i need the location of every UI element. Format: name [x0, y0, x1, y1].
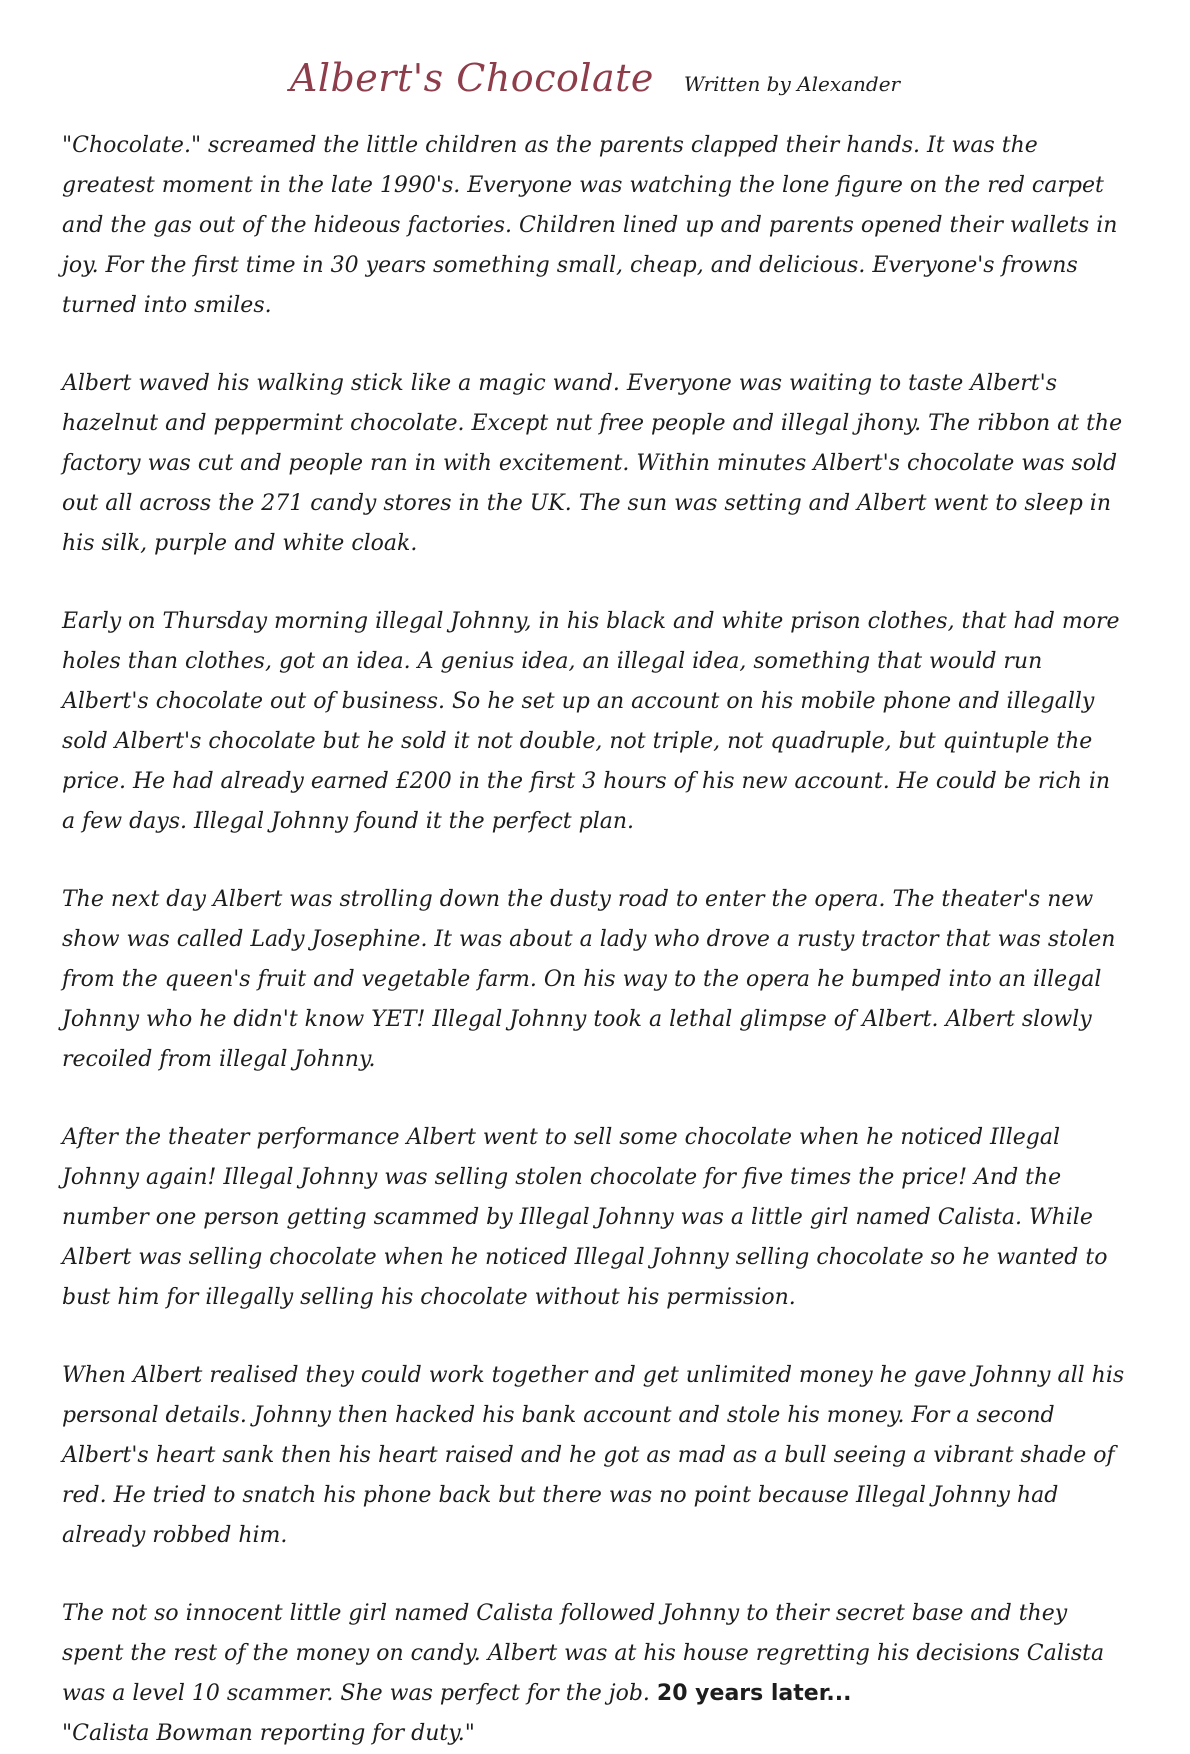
paragraph-4: The next day Albert was strolling down the dusty road to enter the opera. The theater's new show was called Lady Josephine. It was about a lady who drove a rusty tractor that was stolen from the queen's fruit and vegetable farm. On his way to the opera he bumped into an illegal Johnny who he didn't know YET! Illegal Johnny took a lethal glimpse of Albert. Albert slowly recoiled from illegal Johnny. — [62, 887, 1116, 1072]
time-skip-phrase: 20 years later... — [656, 1681, 852, 1706]
paragraph-3: Early on Thursday morning illegal Johnny, in his black and white prison clothes, that had more holes than clothes, got an idea. A genius idea, an illegal idea, something that would run Albert's chocolate out of business. So he set up an account on his mobile phone and illegally sold Albert's chocolate but he sold it not double, not triple, not quadruple, but quintuple the price. He had already earned £200 in the first 3 hours of his new account. He could be rich in a few days. Illegal Johnny found it the perfect plan. — [62, 609, 1120, 834]
story-title: Albert's Chocolate — [289, 56, 654, 100]
closing-quote: "Calista Bowman reporting for duty." — [62, 1721, 475, 1746]
paragraph-7 — [62, 1594, 1128, 1754]
paragraph-6: When Albert realised they could work together and get unlimited money he gave Johnny all his personal details. Johnny then hacked his bank account and stole his money. For a second Albert's heart sank then his heart raised and he got as mad as a bull seeing a vibrant shade of red. He tried to snatch his phone back but there was no point because Illegal Johnny had already robbed him. — [62, 1363, 1125, 1548]
document-header — [62, 56, 1128, 100]
story-body — [62, 126, 1128, 1754]
paragraph-1: "Chocolate." screamed the little children as the parents clapped their hands. It was the greatest moment in the late 1990's. Everyone was watching the lone figure on the red carpet and the gas out of the hideous factories. Children lined up and parents opened their wallets in joy. For the first time in 30 years something small, cheap, and delicious. Everyone's frowns turned into smiles. — [62, 133, 1118, 318]
paragraph-7-text: The not so innocent little girl named Calista followed Johnny to their secret base and they spent the rest of the money on candy. Albert was at his house regretting his decisions Calista was a level 10 scammer. She was perfect for the job. — [62, 1601, 1105, 1706]
author-byline: Written by Alexander — [683, 72, 901, 96]
paragraph-5: After the theater performance Albert went to sell some chocolate when he noticed Illegal Johnny again! Illegal Johnny was selling stolen chocolate for five times the price! And the number one person getting scammed by Illegal Johnny was a little girl named Calista. While Albert was selling chocolate when he noticed Illegal Johnny selling chocolate so he wanted to bust him for illegally selling his chocolate without his permission. — [62, 1125, 1108, 1310]
paragraph-2: Albert waved his walking stick like a magic wand. Everyone was waiting to taste Albert's hazelnut and peppermint chocolate. Except nut free people and illegal jhony. The ribbon at the factory was cut and people ran in with excitement. Within minutes Albert's chocolate was sold out all across the 271 candy stores in the UK. The sun was setting and Albert went to sleep in his silk, purple and white cloak. — [62, 371, 1123, 556]
